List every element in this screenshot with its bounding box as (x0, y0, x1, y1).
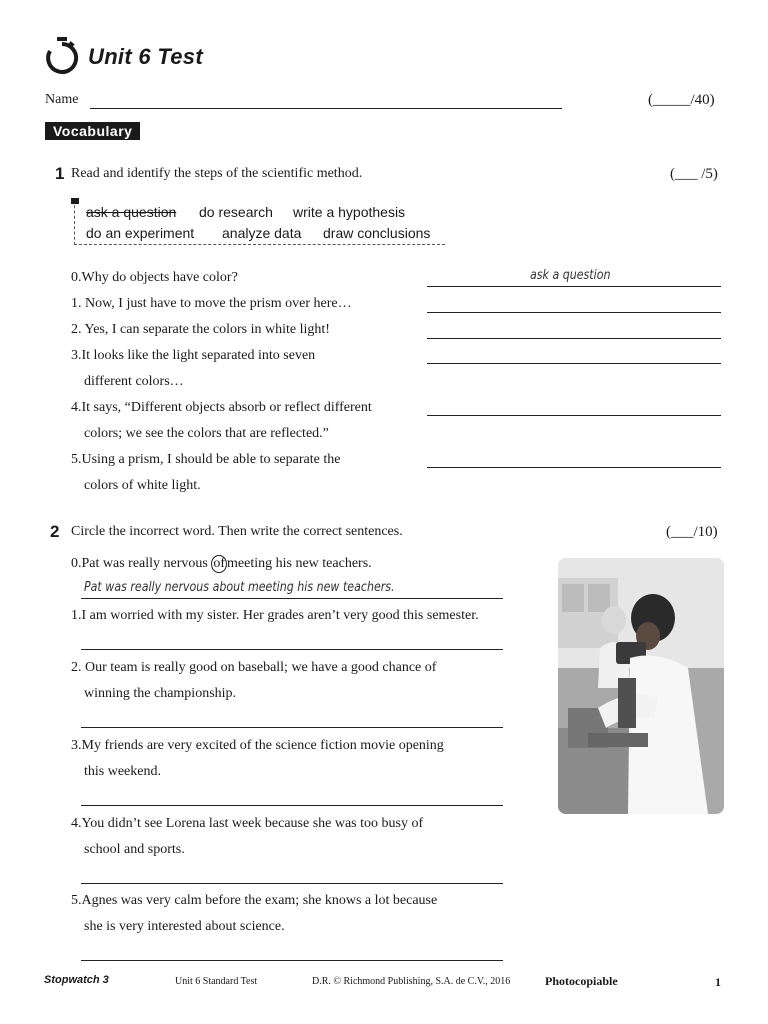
answer-line[interactable] (81, 727, 503, 728)
question-2-number: 2 (50, 522, 60, 541)
question-1-instruction: Read and identify the steps of the scientific method. (71, 166, 363, 181)
circled-word: of (213, 556, 226, 571)
answer-line[interactable] (427, 363, 721, 364)
handwritten-answer: Pat was really nervous about meeting his new teachers. (84, 580, 395, 595)
item-text: Using a prism, I should be able to separate the (81, 452, 341, 467)
item-text: I am worried with my sister. Her grades aren’t very good this semester. (81, 608, 479, 623)
name-field[interactable] (90, 108, 562, 109)
question-1-number: 1 (55, 164, 65, 183)
word-bank-marker (71, 198, 79, 204)
page-title: Unit 6 Test (88, 44, 203, 69)
item-text-continued: she is very interested about science. (84, 919, 285, 934)
item-text-continued: colors; we see the colors that are reflected.” (84, 426, 329, 441)
list-item (71, 291, 352, 317)
list-item (71, 551, 372, 577)
answer-line[interactable] (427, 312, 721, 313)
answer-line[interactable] (427, 338, 721, 339)
item-number: 5. (71, 452, 82, 467)
footer-photocopiable: Photocopiable (545, 974, 618, 988)
question-2-score: (___/10) (666, 524, 718, 540)
item-text-continued: different colors… (84, 374, 184, 389)
word-bank-item: ask a question (86, 204, 177, 220)
item-text: You didn’t see Lorena last week because she was too busy of (81, 816, 424, 831)
brand-logo: Stopwatch 3 (44, 974, 109, 986)
answer-line[interactable] (427, 415, 721, 416)
item-text: Agnes was very calm before the exam; she knows a lot because (81, 893, 438, 908)
item-number: 0. (71, 270, 82, 285)
answer-line[interactable] (81, 883, 503, 884)
list-item (71, 888, 437, 914)
answer-line[interactable] (81, 598, 503, 599)
item-text: It looks like the light separated into seven (81, 348, 316, 363)
answer-line[interactable] (427, 467, 721, 468)
word-bank-item: do an experiment (86, 225, 195, 241)
question-1-score: (___ /5) (670, 166, 718, 182)
item-number: 3. (71, 738, 82, 753)
item-text: meeting his new teachers. (227, 556, 372, 571)
item-text: Our team is really good on baseball; we have a good chance of (85, 660, 437, 675)
list-item (71, 733, 444, 759)
item-text: My friends are very excited of the science fiction movie opening (81, 738, 444, 753)
list-item (71, 811, 423, 837)
item-text: Why do objects have color? (81, 270, 238, 285)
section-tag-vocabulary: Vocabulary (45, 122, 140, 140)
item-text-continued: winning the championship. (84, 686, 237, 701)
stopwatch-icon (44, 36, 80, 76)
item-number: 4. (71, 400, 82, 415)
item-text: It says, “Different objects absorb or reflect different (81, 400, 372, 415)
item-text-continued: school and sports. (84, 842, 185, 857)
list-item (71, 265, 238, 291)
item-number: 1. (71, 296, 82, 311)
item-number: 0. (71, 556, 82, 571)
answer-line[interactable] (427, 286, 721, 287)
footer-copyright: D.R. © Richmond Publishing, S.A. de C.V., 2016 (312, 976, 511, 987)
question-2-instruction: Circle the incorrect word. Then write the correct sentences. (71, 524, 403, 539)
word-bank-item: analyze data (222, 225, 302, 241)
lab-photo (558, 558, 724, 814)
item-text-continued: this weekend. (84, 764, 161, 779)
item-number: 2. (71, 322, 82, 337)
list-item (71, 395, 372, 421)
word-bank-item: write a hypothesis (293, 204, 406, 220)
item-number: 3. (71, 348, 82, 363)
item-number: 2. (71, 660, 82, 675)
item-text: Now, I just have to move the prism over here… (85, 296, 352, 311)
list-item (71, 447, 340, 473)
item-text: Yes, I can separate the colors in white light! (84, 322, 330, 337)
total-score: (_____/40) (648, 92, 715, 108)
answer-line[interactable] (81, 960, 503, 961)
list-item (71, 343, 315, 369)
list-item (71, 317, 330, 343)
answer-line[interactable] (81, 805, 503, 806)
footer-test-name: Unit 6 Standard Test (175, 976, 258, 987)
item-number: 4. (71, 816, 82, 831)
list-item (71, 603, 479, 629)
word-bank-item: draw conclusions (323, 225, 431, 241)
word-bank-item: do research (199, 204, 273, 220)
answer-line[interactable] (81, 649, 503, 650)
item-number: 5. (71, 893, 82, 908)
item-text-continued: colors of white light. (84, 478, 201, 493)
page-number: 1 (715, 975, 721, 989)
list-item (71, 655, 436, 681)
item-text: Pat was really nervous (81, 556, 212, 571)
handwritten-answer: ask a question (530, 268, 611, 283)
name-label: Name (45, 92, 79, 107)
item-number: 1. (71, 608, 82, 623)
